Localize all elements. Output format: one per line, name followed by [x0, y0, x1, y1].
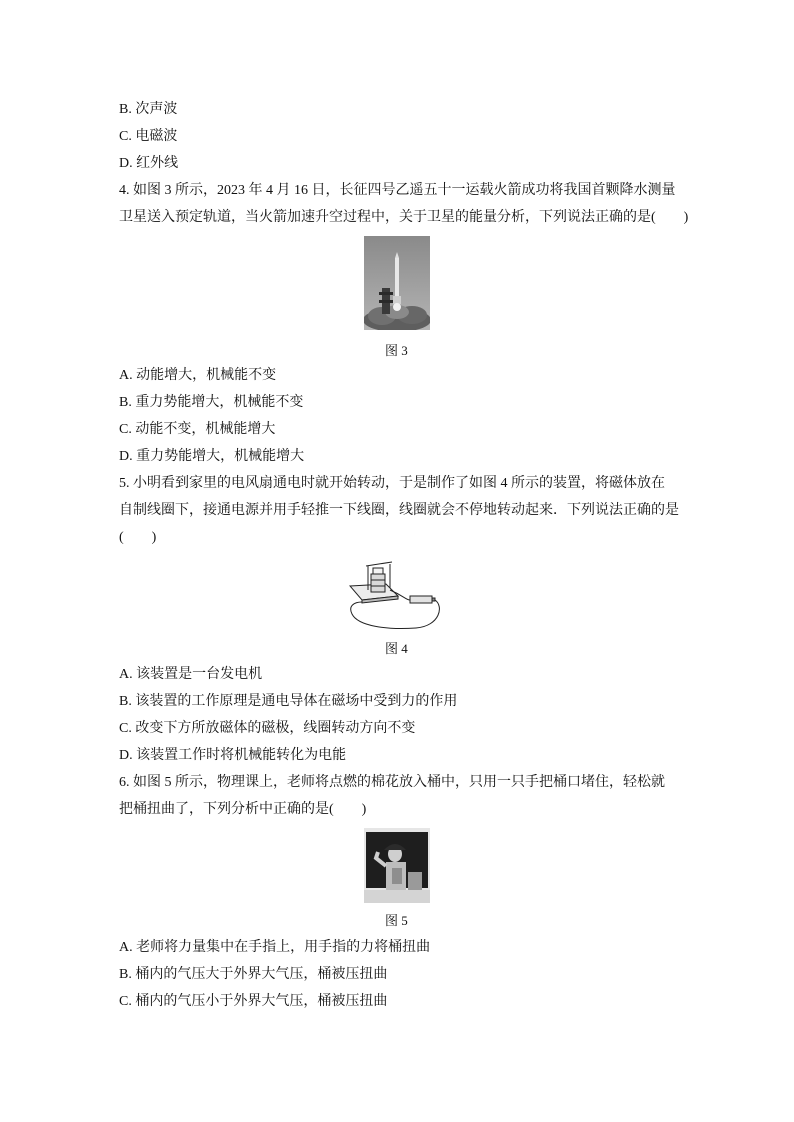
q5-stem-line2: 自制线圈下，接通电源并用手轻推一下线圈，线圈就会不停地转动起来．下列说法正确的是 — [119, 503, 679, 518]
q6-option-c: C. 桶内的气压小于外界大气压，桶被压扭曲 — [119, 994, 388, 1009]
figure-5-caption: 图 5 — [385, 913, 408, 928]
q4-stem-line1: 4. 如图 3 所示，2023 年 4 月 16 日，长征四号乙遥五十一运载火箭成功将我国首颗降水测量 — [119, 183, 676, 198]
q4-option-d: D. 重力势能增大，机械能增大 — [119, 449, 305, 464]
figure-3-caption: 图 3 — [385, 343, 408, 358]
q4-option-b: B. 重力势能增大，机械能不变 — [119, 395, 304, 410]
q6-option-b: B. 桶内的气压大于外界大气压，桶被压扭曲 — [119, 967, 388, 982]
q5-option-b: B. 该装置的工作原理是通电导体在磁场中受到力的作用 — [119, 694, 458, 709]
q5-option-c: C. 改变下方所放磁体的磁极，线圈转动方向不变 — [119, 721, 416, 736]
q4-stem-line2: 卫星送入预定轨道，当火箭加速升空过程中，关于卫星的能量分析，下列说法正确的是( ) — [119, 210, 689, 225]
q5-stem-line1: 5. 小明看到家里的电风扇通电时就开始转动，于是制作了如图 4 所示的装置，将磁体放在 — [119, 476, 665, 491]
figure-5-teacher-photo — [364, 828, 430, 903]
q5-stem-line3: ( ) — [119, 530, 157, 545]
q4-option-a: A. 动能增大，机械能不变 — [119, 368, 277, 383]
figure-4-motor-diagram — [346, 556, 446, 632]
q5-option-d: D. 该装置工作时将机械能转化为电能 — [119, 748, 347, 763]
q4-option-c: C. 动能不变，机械能增大 — [119, 422, 276, 437]
q5-option-a: A. 该装置是一台发电机 — [119, 667, 263, 682]
q3-option-d: D. 红外线 — [119, 156, 179, 171]
q3-option-c: C. 电磁波 — [119, 129, 178, 144]
q3-option-b: B. 次声波 — [119, 102, 178, 117]
q6-stem-line2: 把桶扭曲了，下列分析中正确的是( ) — [119, 802, 367, 817]
q6-stem-line1: 6. 如图 5 所示，物理课上，老师将点燃的棉花放入桶中，只用一只手把桶口堵住，轻松就 — [119, 775, 665, 790]
figure-4-caption: 图 4 — [385, 641, 408, 656]
q6-option-a: A. 老师将力量集中在手指上，用手指的力将桶扭曲 — [119, 940, 431, 955]
figure-3-rocket-photo — [364, 236, 430, 330]
